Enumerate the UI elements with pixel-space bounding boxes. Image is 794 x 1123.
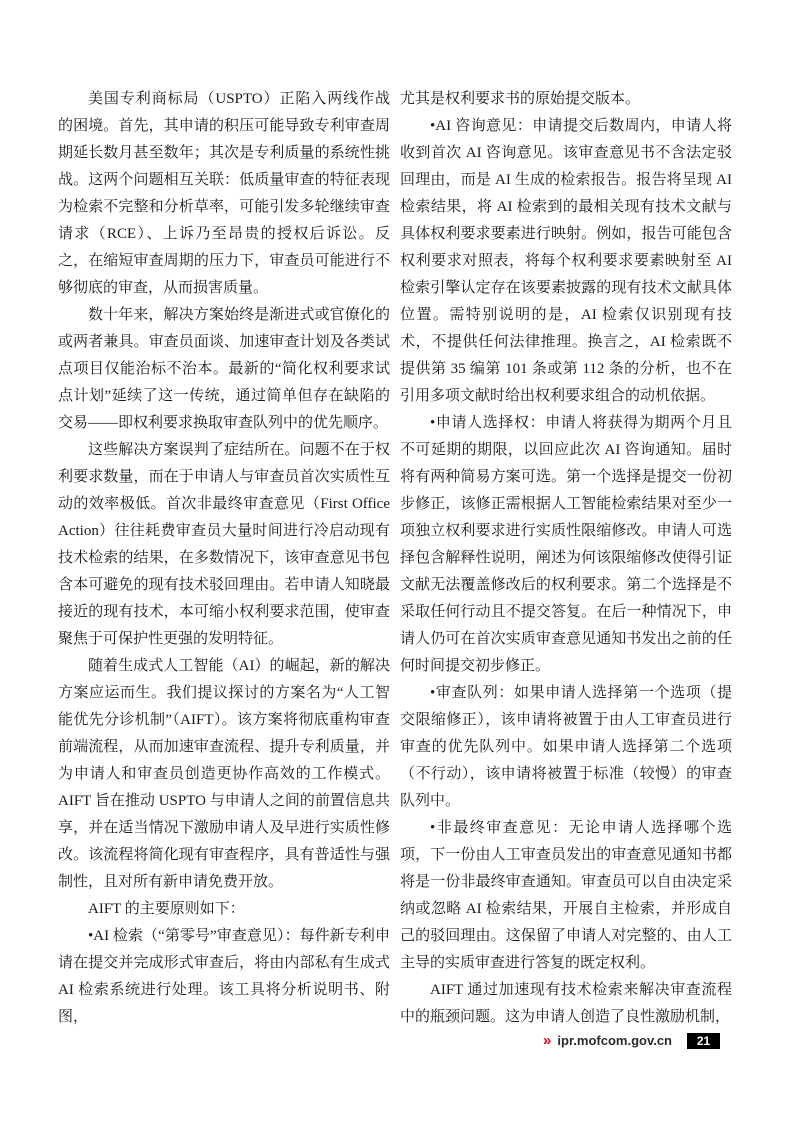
paragraph: 数十年来，解决方案始终是渐进式或官僚化的或两者兼具。审查员面谈、加速审查计划及各类试点项目仅能治标不治本。最新的“简化权利要求试点计划”延续了这一传统，通过简单但存在缺陷的交易——即权利要求换取审查队列中的优先顺序。 <box>58 307 390 431</box>
paragraph: •AI 咨询意见：申请提交后数周内，申请人将收到首次 AI 咨询意见。该审查意见书不含法定驳回理由，而是 AI 生成的检索报告。报告将呈现 AI 检索结果，将 AI 检索到的最相关现有技术文献与具体权利要求要素进行映射。例如，报告可能包含权利要求对照表，将每个权利要求要素映射至 AI 检索引擎认定存在该要素披露的现有技术文献具体位置。需特别说明的是，AI 检索仅识别现有技术，不提供任何法律推理。换言之，AI 检索既不提供第 35 编第 101 条或第 112 条的分析，也不在引用多项文献时给出权利要求组合的动机依据。 <box>400 118 732 404</box>
page-footer <box>543 1033 720 1049</box>
page-number-badge: 21 <box>687 1033 720 1049</box>
paragraph: •审查队列：如果申请人选择第一个选项（提交限缩修正），该申请将被置于由人工审查员进行审查的优先队列中。如果申请人选择第二个选项（不行动），该申请将被置于标准（较慢）的审查队列中。 <box>400 685 732 809</box>
double-chevron-icon: » <box>543 1032 553 1049</box>
paragraph: AIFT 的主要原则如下： <box>88 901 245 917</box>
paragraph: •申请人选择权：申请人将获得为期两个月且不可延期的期限，以回应此次 AI 咨询通知。届时将有两种简易方案可选。第一个选择是提交一份初步修正，该修正需根据人工智能检索结果对至少一项独立权利要求进行实质性限缩修改。申请人可选择包含解释性说明，阐述为何该限缩修改使得引证文献无法覆盖修改后的权利要求。第二个选择是不采取任何行动且不提交答复。在后一种情况下，申请人仍可在首次实质审查意见通知书发出之前的任何时间提交初步修正。 <box>400 415 732 674</box>
left-column <box>58 86 390 1031</box>
footer-site-url: ipr.mofcom.gov.cn <box>557 1033 672 1048</box>
paragraph: 美国专利商标局（USPTO）正陷入两线作战的困境。首先，其申请的积压可能导致专利审查周期延长数月甚至数年；其次是专利质量的系统性挑战。这两个问题相互关联：低质量审查的特征表现为检索不完整和分析草率，可能引发多轮继续审查请求（RCE）、上诉乃至昂贵的授权后诉讼。反之，在缩短审查周期的压力下，审查员可能进行不够彻底的审查，从而损害质量。 <box>58 91 390 296</box>
paragraph: •AI 检索（“第零号”审查意见）：每件新专利申请在提交并完成形式审查后，将由内部私有生成式 AI 检索系统进行处理。该工具将分析说明书、附图， <box>58 928 390 1025</box>
right-column <box>400 86 732 1031</box>
paragraph: 尤其是权利要求书的原始提交版本。 <box>400 91 641 107</box>
paragraph: 这些解决方案误判了症结所在。问题不在于权利要求数量，而在于申请人与审查员首次实质性互动的效率极低。首次非最终审查意见（First Office Action）往往耗费审查员大量时间进行冷启动现有技术检索的结果，在多数情况下，该审查意见书包含本可避免的现有技术驳回理由。若申请人知晓最接近的现有技术，本可缩小权利要求范围，使审查聚焦于可保护性更强的发明特征。 <box>58 442 390 647</box>
paragraph: AIFT 通过加速现有技术检索来解决审查流程中的瓶颈问题。这为申请人创造了良性激励机制， <box>400 982 732 1025</box>
paragraph: •非最终审查意见：无论申请人选择哪个选项，下一份由人工审查员发出的审查意见通知书都将是一份非最终审查通知。审查员可以自由决定采纳或忽略 AI 检索结果，开展自主检索，并形成自己的驳回理由。这保留了申请人对完整的、由人工主导的实质审查进行答复的既定权利。 <box>400 820 732 971</box>
two-column-text-body <box>58 86 732 1031</box>
paragraph: 随着生成式人工智能（AI）的崛起，新的解决方案应运而生。我们提议探讨的方案名为“人工智能优先分诊机制”（AIFT）。该方案将彻底重构审查前端流程，从而加速审查流程、提升专利质量，并为申请人和审查员创造更协作高效的工作模式。AIFT 旨在推动 USPTO 与申请人之间的前置信息共享，并在适当情况下激励申请人及早进行实质性修改。该流程将简化现有审查程序，具有普适性与强制性，且对所有新申请免费开放。 <box>58 658 390 890</box>
